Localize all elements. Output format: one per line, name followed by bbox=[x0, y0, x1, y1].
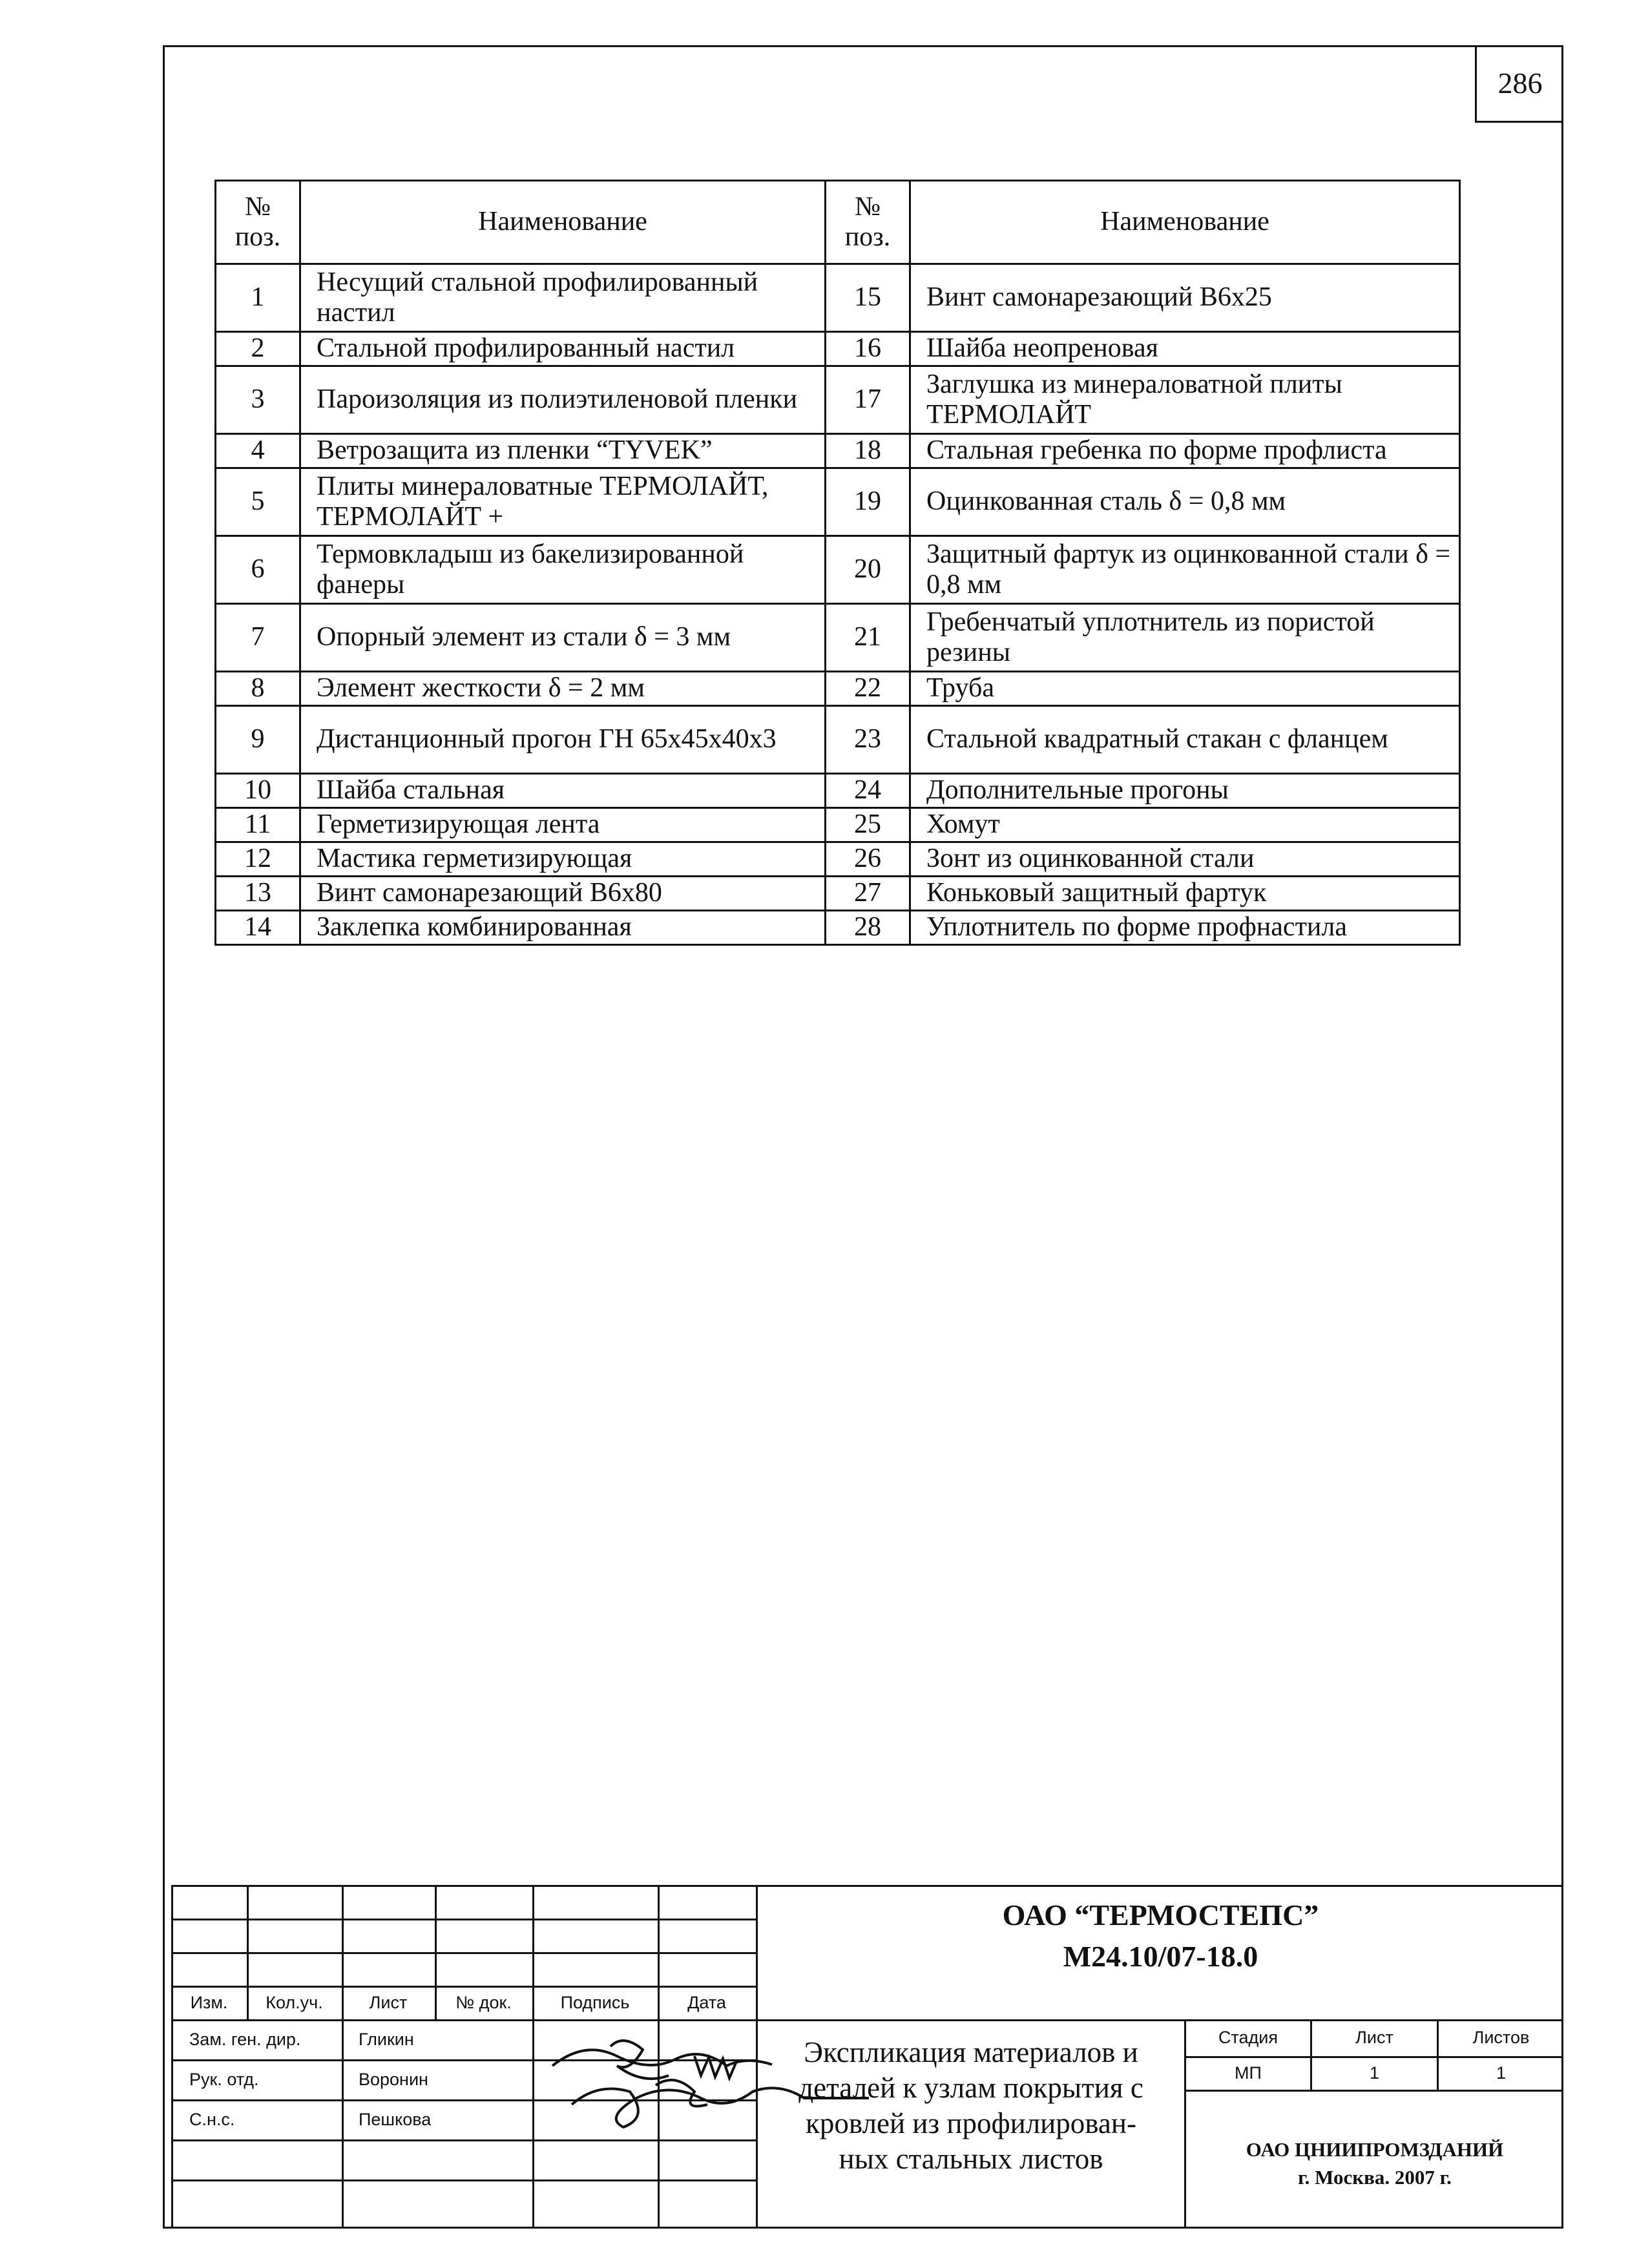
name-right: Дополнительные прогоны bbox=[910, 774, 1460, 808]
name-dept-head: Воронин bbox=[359, 2069, 428, 2089]
sheets-value: 1 bbox=[1496, 2063, 1507, 2083]
table-row bbox=[216, 332, 1460, 366]
table-row bbox=[216, 434, 1460, 468]
document-description: Экспликация материалов и деталей к узлам покрытия с кровлей из профилирован- ных стальных листов bbox=[798, 2036, 1143, 2175]
table-row bbox=[216, 264, 1460, 332]
name-left: Опорный элемент из стали δ = 3 мм bbox=[300, 604, 826, 672]
name-right: Коньковый защитный фартук bbox=[910, 877, 1460, 911]
header-name-1: Наименование bbox=[300, 181, 826, 264]
role-deputy-director: Зам. ген. дир. bbox=[189, 2029, 301, 2049]
table-row bbox=[216, 536, 1460, 604]
explication-table bbox=[214, 180, 1461, 946]
header-position-2: № поз. bbox=[826, 181, 910, 264]
sheets-label: Листов bbox=[1472, 2028, 1530, 2047]
table-row bbox=[216, 911, 1460, 945]
name-left: Заклепка комбинированная bbox=[300, 911, 826, 945]
table-row bbox=[216, 774, 1460, 808]
page-number: 286 bbox=[1475, 45, 1563, 123]
name-right: Шайба неопреновая bbox=[910, 332, 1460, 366]
col-kol-uch: Кол.уч. bbox=[266, 1992, 323, 2012]
name-left: Элемент жесткости δ = 2 мм bbox=[300, 672, 826, 706]
position-right: 23 bbox=[826, 706, 910, 774]
role-senior-researcher: С.н.с. bbox=[189, 2109, 235, 2129]
position-right: 18 bbox=[826, 434, 910, 468]
name-right: Винт самонарезающий В6х25 bbox=[910, 264, 1460, 332]
position-left: 7 bbox=[216, 604, 300, 672]
name-right: Заглушка из минераловатной плиты ТЕРМОЛАЙТ bbox=[910, 366, 1460, 434]
position-right: 20 bbox=[826, 536, 910, 604]
name-left: Пароизоляция из полиэтиленовой пленки bbox=[300, 366, 826, 434]
position-right: 25 bbox=[826, 808, 910, 842]
position-right: 21 bbox=[826, 604, 910, 672]
name-left: Термовкладыш из бакелизированной фанеры bbox=[300, 536, 826, 604]
name-right: Оцинкованная сталь δ = 0,8 мм bbox=[910, 468, 1460, 536]
table-header-row bbox=[216, 181, 1460, 264]
name-left: Герметизирующая лента bbox=[300, 808, 826, 842]
stage-label: Стадия bbox=[1218, 2028, 1278, 2047]
table-row bbox=[216, 877, 1460, 911]
name-right: Хомут bbox=[910, 808, 1460, 842]
position-left: 9 bbox=[216, 706, 300, 774]
document-code: М24.10/07-18.0 bbox=[1063, 1940, 1258, 1973]
position-right: 22 bbox=[826, 672, 910, 706]
name-right: Зонт из оцинкованной стали bbox=[910, 842, 1460, 877]
name-senior-researcher: Пешкова bbox=[359, 2109, 432, 2129]
name-left: Дистанционный прогон ГН 65х45х40х3 bbox=[300, 706, 826, 774]
position-left: 13 bbox=[216, 877, 300, 911]
position-left: 14 bbox=[216, 911, 300, 945]
position-right: 16 bbox=[826, 332, 910, 366]
position-left: 2 bbox=[216, 332, 300, 366]
issuing-organization: ОАО ЦНИИПРОМЗДАНИЙ г. Москва. 2007 г. bbox=[1246, 2138, 1504, 2189]
name-left: Мастика герметизирующая bbox=[300, 842, 826, 877]
header-name-2: Наименование bbox=[910, 181, 1460, 264]
role-dept-head: Рук. отд. bbox=[189, 2069, 259, 2089]
organization-title: ОАО “ТЕРМОСТЕПС” bbox=[1002, 1899, 1319, 1931]
name-left: Шайба стальная bbox=[300, 774, 826, 808]
name-left: Ветрозащита из пленки “TYVEK” bbox=[300, 434, 826, 468]
name-left: Несущий стальной профилированный настил bbox=[300, 264, 826, 332]
position-right: 24 bbox=[826, 774, 910, 808]
col-doc: № док. bbox=[455, 1992, 512, 2012]
table-row bbox=[216, 672, 1460, 706]
name-right: Защитный фартук из оцинкованной стали δ = 0,8 мм bbox=[910, 536, 1460, 604]
position-left: 11 bbox=[216, 808, 300, 842]
name-deputy-director: Гликин bbox=[359, 2029, 414, 2049]
name-left: Плиты минераловатные ТЕРМОЛАЙТ, ТЕРМОЛАЙТ + bbox=[300, 468, 826, 536]
table-row bbox=[216, 366, 1460, 434]
position-left: 10 bbox=[216, 774, 300, 808]
stage-value: МП bbox=[1235, 2063, 1262, 2083]
sheet-label: Лист bbox=[1355, 2028, 1393, 2047]
position-right: 28 bbox=[826, 911, 910, 945]
position-left: 8 bbox=[216, 672, 300, 706]
position-right: 26 bbox=[826, 842, 910, 877]
header-position-1: № поз. bbox=[216, 181, 300, 264]
table-row bbox=[216, 842, 1460, 877]
col-list: Лист bbox=[369, 1992, 408, 2012]
name-right: Гребенчатый уплотнитель из пористой резины bbox=[910, 604, 1460, 672]
sheet-value: 1 bbox=[1369, 2063, 1380, 2083]
position-left: 4 bbox=[216, 434, 300, 468]
name-left: Винт самонарезающий В6х80 bbox=[300, 877, 826, 911]
position-right: 19 bbox=[826, 468, 910, 536]
col-date: Дата bbox=[687, 1992, 726, 2012]
table-row bbox=[216, 706, 1460, 774]
name-left: Стальной профилированный настил bbox=[300, 332, 826, 366]
position-right: 15 bbox=[826, 264, 910, 332]
position-left: 5 bbox=[216, 468, 300, 536]
name-right: Стальная гребенка по форме профлиста bbox=[910, 434, 1460, 468]
position-left: 6 bbox=[216, 536, 300, 604]
col-signature: Подпись bbox=[560, 1992, 630, 2012]
name-right: Уплотнитель по форме профнастила bbox=[910, 911, 1460, 945]
title-block bbox=[171, 1885, 1563, 2229]
table-row bbox=[216, 468, 1460, 536]
position-left: 3 bbox=[216, 366, 300, 434]
col-izm: Изм. bbox=[190, 1992, 228, 2012]
position-right: 27 bbox=[826, 877, 910, 911]
name-right: Труба bbox=[910, 672, 1460, 706]
position-left: 1 bbox=[216, 264, 300, 332]
name-right: Стальной квадратный стакан с фланцем bbox=[910, 706, 1460, 774]
position-right: 17 bbox=[826, 366, 910, 434]
table-row bbox=[216, 604, 1460, 672]
position-left: 12 bbox=[216, 842, 300, 877]
table-row bbox=[216, 808, 1460, 842]
